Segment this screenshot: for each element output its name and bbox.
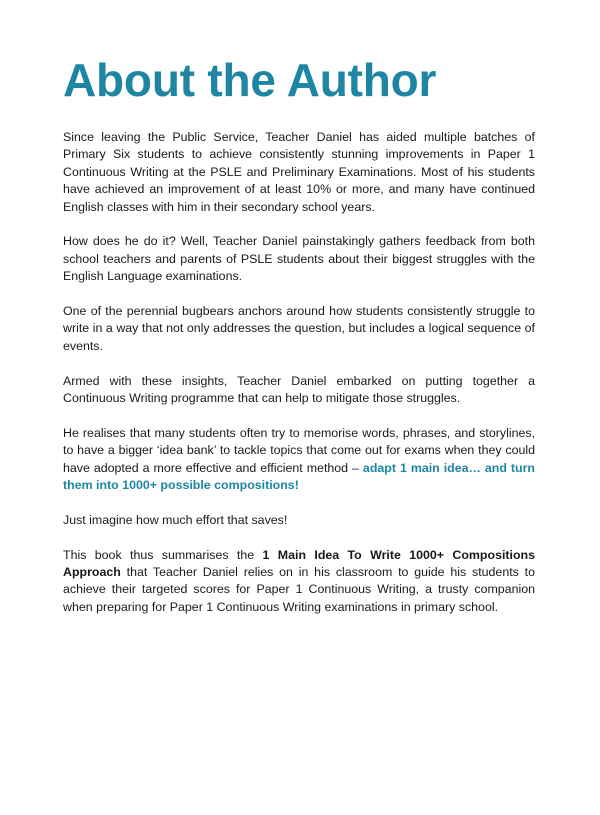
paragraph-programme: Armed with these insights, Teacher Daniel embarked on putting together a Continuous Writing programme that can help to mitigate those struggles. (63, 373, 535, 406)
paragraph-struggle: One of the perennial bugbears anchors around how students consistently struggle to write in a way that not only addresses the question, but includes a logical sequence of events. (63, 304, 535, 353)
page-title: About the Author (63, 54, 437, 106)
paragraph-idea-bank (63, 425, 535, 495)
paragraph-method: How does he do it? Well, Teacher Daniel painstakingly gathers feedback from both school teachers and parents of PSLE students about their biggest struggles with the English Language examinations. (63, 234, 535, 284)
paragraph-intro: Since leaving the Public Service, Teacher Daniel has aided multiple batches of Primary Six students to achieve consistently stunning improvements in Paper 1 Continuous Writing at the PSLE and Preliminary Examinations. Most of his students have achieved an improvement of at least 10% or more, and many have continued English classes with him in their secondary school years. (63, 130, 535, 214)
author-bio (63, 129, 535, 634)
approach-name: 1 Main Idea To Write 1000+ Compositions Approach (63, 547, 535, 580)
summary-lead-text: This book thus summarises the (63, 547, 263, 562)
paragraph-effort: Just imagine how much effort that saves! (63, 512, 288, 527)
idea-bank-text: He realises that many students often try to memorise words, phrases, and storylines, to have a bigger ‘idea bank’ to tackle topics that come out for exams when they could have adopted a more effective and efficient method – (63, 425, 535, 475)
paragraph-summary (63, 547, 535, 617)
summary-tail-text: that Teacher Daniel relies on in his classroom to guide his students to achieve their targeted scores for Paper 1 Continuous Writing, a trusty companion when preparing for Paper 1 Continuous Writing examinations in primary school. (63, 565, 535, 614)
highlight-text: adapt 1 main idea… and turn them into 1000+ possible compositions! (63, 460, 535, 493)
